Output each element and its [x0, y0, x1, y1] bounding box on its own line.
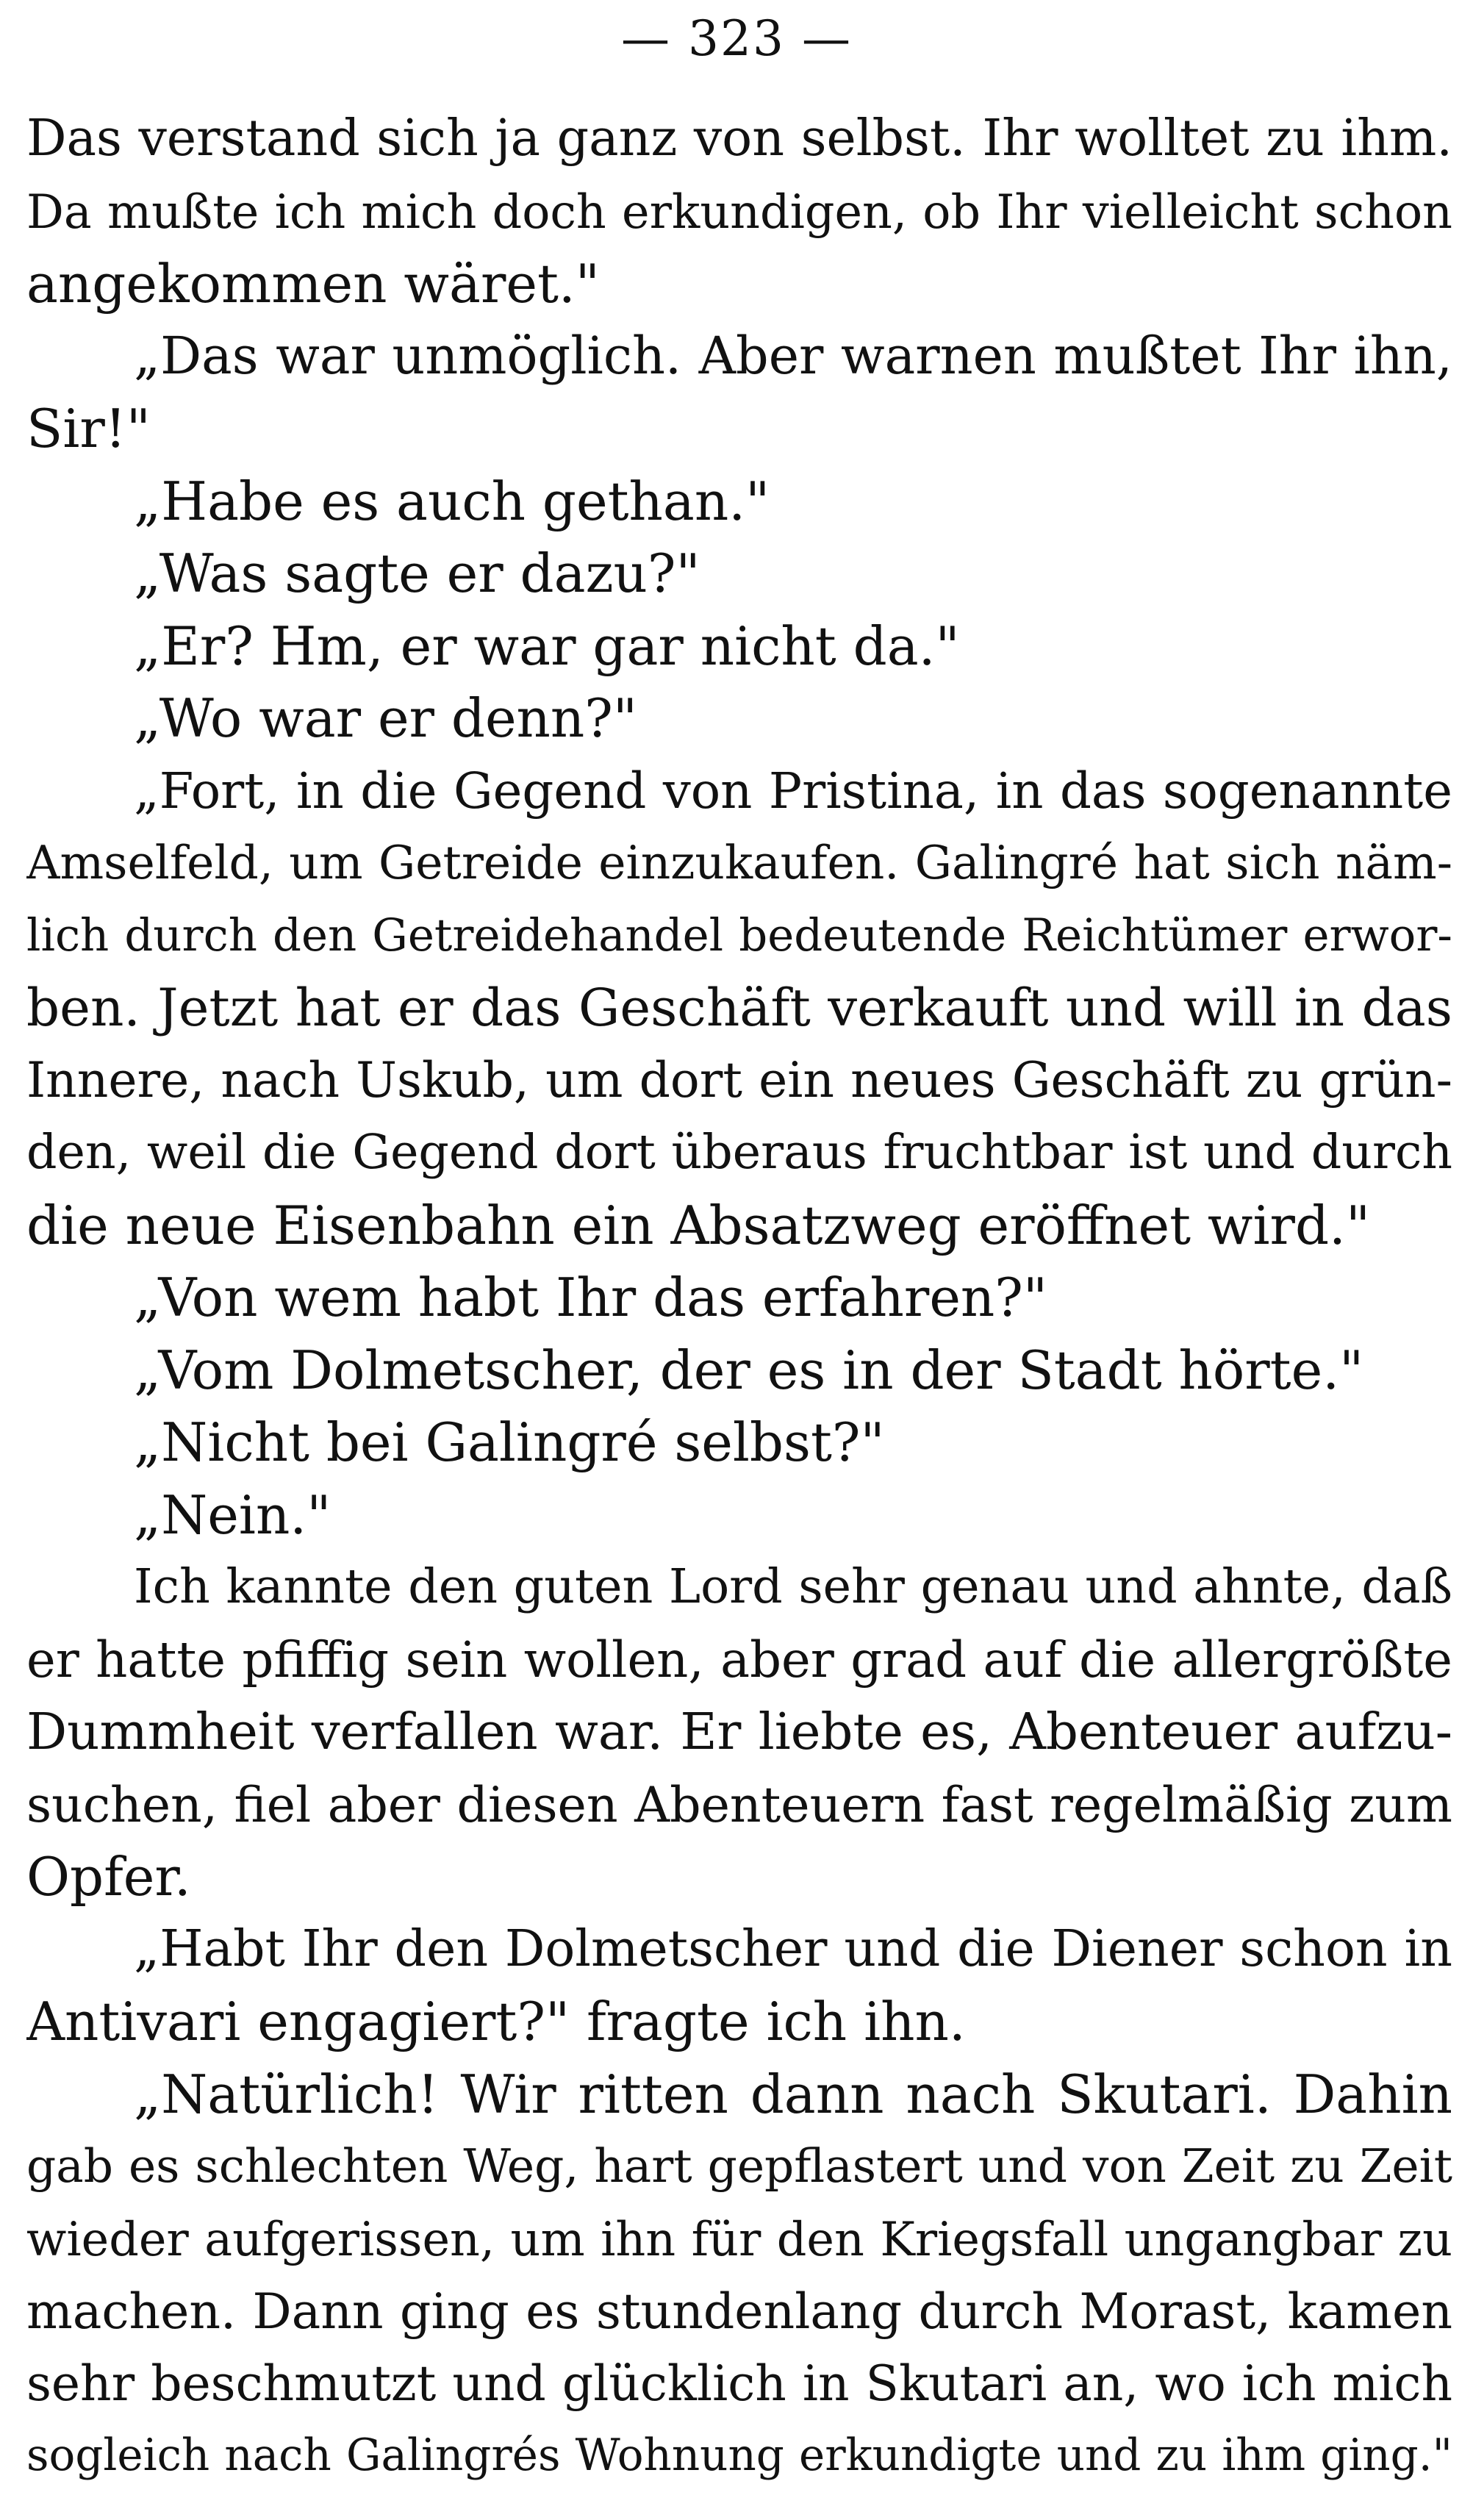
text-line: „Habt Ihr den Dolmetscher und die Diener schon in [134, 1919, 1452, 1978]
text-line: „Von wem habt Ihr das erfahren?" [134, 1267, 1048, 1328]
text-line: „Habe es auch gethan." [134, 470, 770, 532]
text-line: gab es schlechten Weg, hart gepflastert und von Zeit zu Zeit [26, 2139, 1452, 2193]
text-line: machen. Dann ging es stundenlang durch Morast, kamen [26, 2283, 1452, 2340]
text-line: „Nein." [134, 1483, 331, 1546]
text-line: „Wo war er denn?" [134, 687, 638, 749]
text-line: Da mußte ich mich doch erkundigen, ob Ihr vielleicht schon [26, 184, 1452, 239]
text-line: er hatte pfiffig sein wollen, aber grad auf die allergrößte [26, 1631, 1452, 1689]
text-line: wieder aufgerissen, um ihn für den Kriegsfall ungangbar zu [26, 2211, 1452, 2266]
page-number: — 323 — [621, 10, 852, 67]
text-line: sogleich nach Galingrés Wohnung erkundigte und zu ihm ging." [26, 2430, 1452, 2481]
text-line: Opfer. [26, 1846, 191, 1908]
text-line: Innere, nach Uskub, um dort ein neues Geschäft zu grün- [26, 1051, 1452, 1109]
text-line: „Nicht bei Galingré selbst?" [134, 1411, 885, 1473]
text-line: Ich kannte den guten Lord sehr genau und ahnte, daß [134, 1559, 1452, 1614]
text-line: ben. Jetzt hat er das Geschäft verkauft und will in das [26, 977, 1452, 1038]
text-line: „Vom Dolmetscher, der es in der Stadt hörte." [134, 1339, 1364, 1401]
text-line: „Er? Hm, er war gar nicht da." [134, 615, 960, 677]
text-line: den, weil die Gegend dort überaus fruchtbar ist und durch [26, 1125, 1452, 1180]
text-line: Antivari engagiert?" fragte ich ihn. [26, 1991, 966, 2052]
text-line: „Fort, in die Gegend von Pristina, in das sogenannte [134, 762, 1452, 820]
text-line: die neue Eisenbahn ein Absatzweg eröffnet wird." [26, 1194, 1371, 1256]
text-line: „Was sagte er dazu?" [134, 543, 700, 604]
text-line: Dummheit verfallen war. Er liebte es, Abenteuer aufzu- [26, 1703, 1452, 1761]
text-line: Sir!" [26, 398, 151, 459]
text-line: Amselfeld, um Getreide einzukaufen. Galingré hat sich näm- [26, 836, 1452, 889]
text-line: suchen, fiel aber diesen Abenteuern fast regelmäßig zum [26, 1775, 1452, 1833]
text-line: angekommen wäret." [26, 253, 600, 315]
text-line: sehr beschmutzt und glücklich in Skutari an, wo ich mich [26, 2355, 1452, 2412]
text-line: „Natürlich! Wir ritten dann nach Skutari. Dahin [134, 2063, 1452, 2125]
text-line: lich durch den Getreidehandel bedeutende Reichtümer erwor- [26, 909, 1452, 962]
text-line: „Das war unmöglich. Aber warnen mußtet Ihr ihn, [134, 326, 1452, 386]
text-line: Das verstand sich ja ganz von selbst. Ihr wolltet zu ihm. [26, 110, 1452, 168]
body-text [26, 103, 1452, 2493]
